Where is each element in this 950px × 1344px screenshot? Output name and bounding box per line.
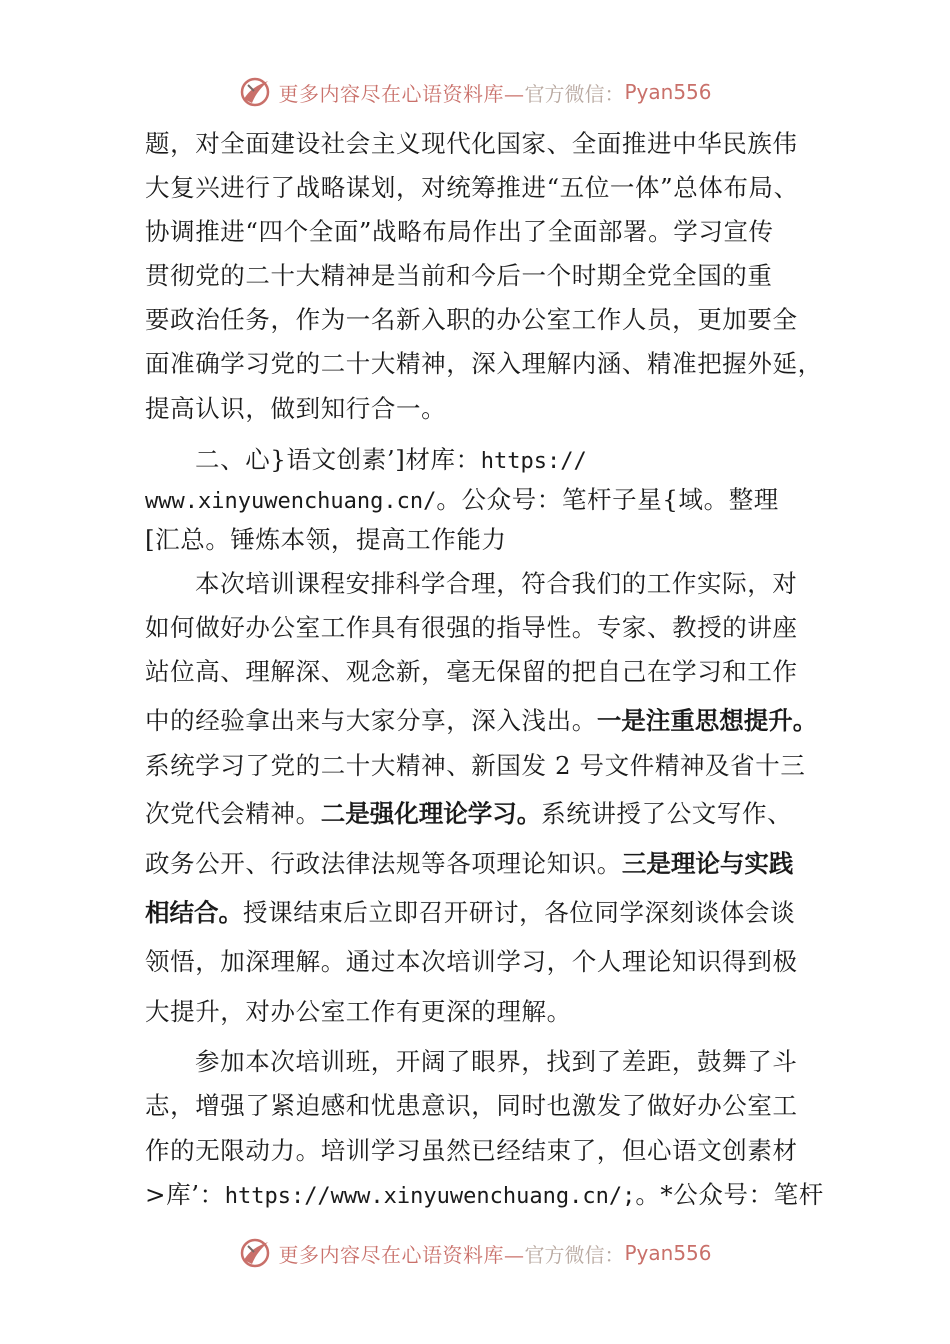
text-line: 要政治任务，作为一名新入职的办公室工作人员，更加要全 (145, 305, 798, 334)
banner-wechat-id: Pyan556 (624, 80, 712, 104)
text-line: 志，增强了紧迫感和忧患意识，同时也激发了做好办公室工 (145, 1091, 798, 1120)
text-line: 大提升，对办公室工作有更深的理解。 (145, 997, 572, 1026)
header-watermark-banner (0, 72, 950, 112)
text-span: 中的经验拿出来与大家分享，深入浅出。 (145, 706, 597, 735)
url-fragment: www.xinyuwenchuang.cn/ (145, 489, 437, 514)
text-span: 系统讲授了公文写作、 (541, 799, 793, 828)
brand-logo-icon (238, 75, 272, 109)
brand-logo-icon (238, 1236, 272, 1270)
text-line: 面准确学习党的二十大精神，深入理解内涵、精准把握外延， (145, 349, 823, 378)
text-line: 系统学习了党的二十大精神、新国发 2 号文件精神及省十三 (145, 751, 806, 780)
footer-watermark-banner (0, 1233, 950, 1273)
bold-point-1: 一是注重思想提升。 (596, 706, 818, 735)
heading-text: 。公众号：笔杆子星{域。整理 (436, 485, 779, 514)
text-line: 大复兴进行了战略谋划，对统筹推进“五位一体”总体布局、 (145, 173, 799, 202)
text-line: 协调推进“四个全面”战略布局作出了全面部署。学习宣传 (145, 217, 774, 246)
text-line: 站位高、理解深、观念新，毫无保留的把自己在学习和工作 (145, 657, 798, 686)
text-line: 领悟，加深理解。通过本次培训学习，个人理论知识得到极 (145, 947, 798, 976)
text-line (145, 897, 795, 929)
bold-point-2: 二是强化理论学习。 (320, 799, 542, 828)
banner-wechat-id: Pyan556 (624, 1241, 712, 1265)
url-fragment: https:// (480, 449, 587, 474)
text-line: 参加本次培训班，开阔了眼界，找到了差距，鼓舞了斗 (195, 1047, 798, 1076)
banner-text: 更多内容尽在心语资料库— (278, 81, 525, 106)
text-line (145, 798, 792, 830)
banner-text: 更多内容尽在心语资料库— (278, 1242, 525, 1267)
banner-wechat-label: 官方微信： (524, 81, 625, 106)
text-line: 如何做好办公室工作具有很强的指导性。专家、教授的讲座 (145, 613, 798, 642)
text-span: 次党代会精神。 (145, 799, 321, 828)
text-line (145, 705, 817, 737)
text-line: 题，对全面建设社会主义现代化国家、全面推进中华民族伟 (145, 129, 798, 158)
bold-point-3-cont: 相结合。 (145, 898, 243, 927)
text-line: 本次培训课程安排科学合理，符合我们的工作实际，对 (195, 569, 798, 598)
text-span: 政务公开、行政法律法规等各项理论知识。 (145, 849, 622, 878)
text-line: 贯彻党的二十大精神是当前和今后一个时期全党全国的重 (145, 261, 773, 290)
section-heading-line (145, 484, 779, 518)
text-span: 授课结束后立即召开研讨，各位同学深刻谈体会谈 (243, 898, 796, 927)
bold-point-3: 三是理论与实践 (621, 849, 794, 878)
text-line: 提高认识，做到知行合一。 (145, 394, 447, 423)
section-heading-line: [汇总。锤炼本领，提高工作能力 (145, 525, 507, 554)
text-span: >库’： (145, 1180, 225, 1209)
text-line: 作的无限动力。培训学习虽然已经结束了，但心语文创素材 (145, 1136, 798, 1165)
banner-wechat-label: 官方微信： (524, 1242, 625, 1267)
url-fragment: https://www.xinyuwenchuang.cn/; (224, 1184, 636, 1209)
text-line (145, 1179, 824, 1213)
text-span: 。*公众号：笔杆 (635, 1180, 824, 1209)
section-heading-line (195, 444, 587, 478)
text-line (145, 848, 793, 880)
heading-text: 二、心}语文创素’]材库： (195, 445, 481, 474)
